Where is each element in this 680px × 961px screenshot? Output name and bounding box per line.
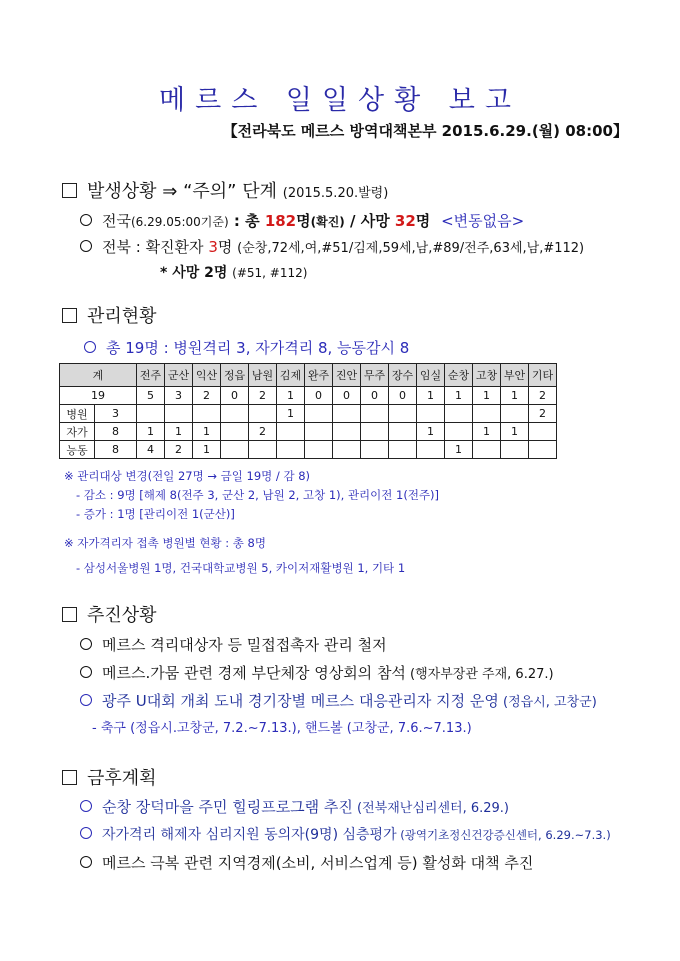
table-header: 정읍 xyxy=(221,364,249,387)
section-heading: 발생상황 ⇒ “주의” 단계 xyxy=(87,181,278,202)
table-cell xyxy=(333,405,361,423)
jeonbuk-status xyxy=(80,236,584,257)
table-cell xyxy=(361,441,389,459)
circle-bullet-icon xyxy=(80,666,92,678)
list-item xyxy=(80,824,611,844)
table-cell xyxy=(305,441,333,459)
circle-bullet-icon xyxy=(84,341,96,353)
table-cell xyxy=(249,405,277,423)
table-row xyxy=(60,405,557,423)
table-cell: 1 xyxy=(501,423,529,441)
death-count: * 사망 2명 xyxy=(160,265,228,281)
table-cell: 1 xyxy=(445,387,473,405)
table-header: 남원 xyxy=(249,364,277,387)
table-cell: 1 xyxy=(417,423,445,441)
item-text: 순창 장덕마을 주민 힐링프로그램 추진 xyxy=(102,798,353,816)
table-cell: 3 xyxy=(165,387,193,405)
table-cell: 능동 xyxy=(60,441,95,459)
national-status xyxy=(80,210,524,231)
note-increase: - 증가 : 1명 [관리이전 1(군산)] xyxy=(76,507,235,521)
table-cell xyxy=(277,441,305,459)
section-plan xyxy=(62,764,157,790)
unit: 명 xyxy=(296,212,311,230)
table-cell xyxy=(221,423,249,441)
checkbox-square-icon xyxy=(62,607,77,622)
table-cell: 1 xyxy=(193,423,221,441)
table-cell: 8 xyxy=(95,423,137,441)
table-cell: 1 xyxy=(473,423,501,441)
table-header: 진안 xyxy=(333,364,361,387)
table-row xyxy=(60,387,557,405)
table-header: 전주 xyxy=(137,364,165,387)
note-hospital-title: ※ 자가격리자 접촉 병원별 현황 : 총 8명 xyxy=(64,536,266,550)
total-count: 182 xyxy=(264,212,297,230)
management-summary xyxy=(84,337,409,358)
table-cell: 2 xyxy=(249,423,277,441)
death-count: 32 xyxy=(394,212,416,230)
item-note: (행자부장관 주재, 6.27.) xyxy=(405,667,554,682)
table-cell: 0 xyxy=(305,387,333,405)
heading-note: (2015.5.20.발령) xyxy=(282,186,389,201)
table-header: 익산 xyxy=(193,364,221,387)
table-cell xyxy=(529,441,557,459)
death-detail: (#51, #112) xyxy=(232,266,308,280)
table-header: 순창 xyxy=(445,364,473,387)
table-cell: 0 xyxy=(221,387,249,405)
label: 전북 : 확진환자 xyxy=(102,238,209,256)
table-cell xyxy=(417,441,445,459)
section-heading: 금후계획 xyxy=(87,768,157,789)
item-note: (정읍시, 고창군) xyxy=(498,695,597,710)
circle-bullet-icon xyxy=(80,638,92,650)
section-progress xyxy=(62,601,157,627)
table-cell xyxy=(333,441,361,459)
table-cell: 1 xyxy=(445,441,473,459)
note-change: ※ 관리대상 변경(전일 27명 → 금일 19명 / 감 8) xyxy=(64,469,311,483)
table-cell xyxy=(305,423,333,441)
table-cell: 2 xyxy=(529,405,557,423)
table-header: 기타 xyxy=(529,364,557,387)
table-cell xyxy=(277,423,305,441)
item-text: 메르스.가뭄 관련 경제 부단체장 영상회의 참석 xyxy=(102,664,406,682)
item-note: (광역기초정신건강증신센터, 6.29.~7.3.) xyxy=(396,828,611,842)
table-header: 부안 xyxy=(501,364,529,387)
circle-bullet-icon xyxy=(80,827,92,839)
circle-bullet-icon xyxy=(80,214,92,226)
table-cell: 2 xyxy=(249,387,277,405)
time-note: (6.29.05:00기준) xyxy=(130,215,229,229)
table-cell xyxy=(473,441,501,459)
jeonbuk-death xyxy=(160,262,307,282)
table-cell: 1 xyxy=(277,405,305,423)
table-cell xyxy=(501,441,529,459)
table-cell xyxy=(529,423,557,441)
report-source: 【전라북도 메르스 방역대책본부 2015.6.29.(월) 08:00】 xyxy=(222,122,628,140)
confirm-note: (확진) xyxy=(310,215,345,229)
summary-text: 총 19명 : 병원격리 3, 자가격리 8, 능동감시 8 xyxy=(106,339,410,357)
table-header: 장수 xyxy=(389,364,417,387)
table-header: 완주 xyxy=(305,364,333,387)
table-cell xyxy=(501,405,529,423)
table-cell: 2 xyxy=(529,387,557,405)
table-cell xyxy=(221,405,249,423)
item-note: (전북재난심리센터, 6.29.) xyxy=(352,801,510,816)
table-cell: 5 xyxy=(137,387,165,405)
list-item xyxy=(80,796,509,817)
table-cell: 1 xyxy=(193,441,221,459)
table-cell: 1 xyxy=(277,387,305,405)
list-item xyxy=(80,690,597,711)
table-cell xyxy=(165,405,193,423)
circle-bullet-icon xyxy=(80,856,92,868)
table-cell xyxy=(305,405,333,423)
item-text: 광주 U대회 개최 도내 경기장별 메르스 대응관리자 지정 운영 xyxy=(102,692,499,710)
table-cell: 1 xyxy=(473,387,501,405)
checkbox-square-icon xyxy=(62,770,77,785)
case-detail: (순창,72세,여,#51/김제,59세,남,#89/전주,63세,남,#112) xyxy=(237,241,585,256)
table-cell xyxy=(249,441,277,459)
table-row xyxy=(60,423,557,441)
item-text: 자가격리 해제자 심리지원 동의자(9명) 심층평가 xyxy=(102,827,397,843)
table-row xyxy=(60,441,557,459)
table-cell: 0 xyxy=(361,387,389,405)
table-cell: 0 xyxy=(333,387,361,405)
table-cell: 2 xyxy=(165,441,193,459)
item-text: 메르스 극복 관련 지역경제(소비, 서비스업계 등) 활성화 대책 추진 xyxy=(102,854,534,872)
table-cell xyxy=(389,441,417,459)
table-cell: 1 xyxy=(137,423,165,441)
change-status: <변동없음> xyxy=(441,212,525,230)
list-item xyxy=(80,634,387,655)
death-label: / 사망 xyxy=(344,212,395,230)
section-management xyxy=(62,302,157,328)
table-cell xyxy=(417,405,445,423)
table-cell xyxy=(389,423,417,441)
checkbox-square-icon xyxy=(62,183,77,198)
note-decrease: - 감소 : 9명 [해제 8(전주 3, 군산 2, 남원 2, 고창 1), 관리이전 1(전주)] xyxy=(76,488,440,502)
table-cell: 1 xyxy=(501,387,529,405)
sub-item: - 축구 (정읍시.고창군, 7.2.~7.13.), 핸드볼 (고창군, 7.6.~7.13.) xyxy=(92,721,472,736)
table-cell: 4 xyxy=(137,441,165,459)
table-cell: 병원 xyxy=(60,405,95,423)
table-cell: 19 xyxy=(60,387,137,405)
table-cell xyxy=(361,405,389,423)
table-header: 무주 xyxy=(361,364,389,387)
table-header: 군산 xyxy=(165,364,193,387)
management-table xyxy=(59,363,557,459)
table-cell: 1 xyxy=(417,387,445,405)
note-hospital-list: - 삼성서울병원 1명, 건국대학교병원 5, 카이저재활병원 1, 기타 1 xyxy=(76,561,406,575)
table-cell xyxy=(361,423,389,441)
table-cell: 3 xyxy=(95,405,137,423)
section-heading: 관리현황 xyxy=(87,306,157,327)
circle-bullet-icon xyxy=(80,800,92,812)
item-text: 메르스 격리대상자 등 밀접접촉자 관리 철저 xyxy=(102,636,387,654)
table-cell xyxy=(221,441,249,459)
table-header-row xyxy=(60,364,557,387)
table-cell: 1 xyxy=(165,423,193,441)
table-header: 고창 xyxy=(473,364,501,387)
table-header: 계 xyxy=(60,364,137,387)
text: : 총 xyxy=(228,212,265,230)
table-cell xyxy=(193,405,221,423)
table-cell xyxy=(473,405,501,423)
section-occurrence xyxy=(62,177,388,203)
label: 전국 xyxy=(102,212,131,230)
table-cell xyxy=(137,405,165,423)
unit: 명 xyxy=(217,238,233,256)
unit: 명 xyxy=(415,212,431,230)
table-cell xyxy=(445,405,473,423)
list-item xyxy=(80,852,533,873)
page-title: 메르스 일일상황 보고 xyxy=(159,85,521,116)
table-cell: 2 xyxy=(193,387,221,405)
table-cell xyxy=(333,423,361,441)
confirmed-count: 3 xyxy=(208,238,218,256)
table-header: 임실 xyxy=(417,364,445,387)
table-cell xyxy=(445,423,473,441)
list-item xyxy=(80,662,554,683)
table-cell: 0 xyxy=(389,387,417,405)
table-cell: 자가 xyxy=(60,423,95,441)
table-cell xyxy=(389,405,417,423)
section-heading: 추진상황 xyxy=(87,605,157,626)
circle-bullet-icon xyxy=(80,240,92,252)
checkbox-square-icon xyxy=(62,308,77,323)
table-cell: 8 xyxy=(95,441,137,459)
table-header: 김제 xyxy=(277,364,305,387)
circle-bullet-icon xyxy=(80,694,92,706)
